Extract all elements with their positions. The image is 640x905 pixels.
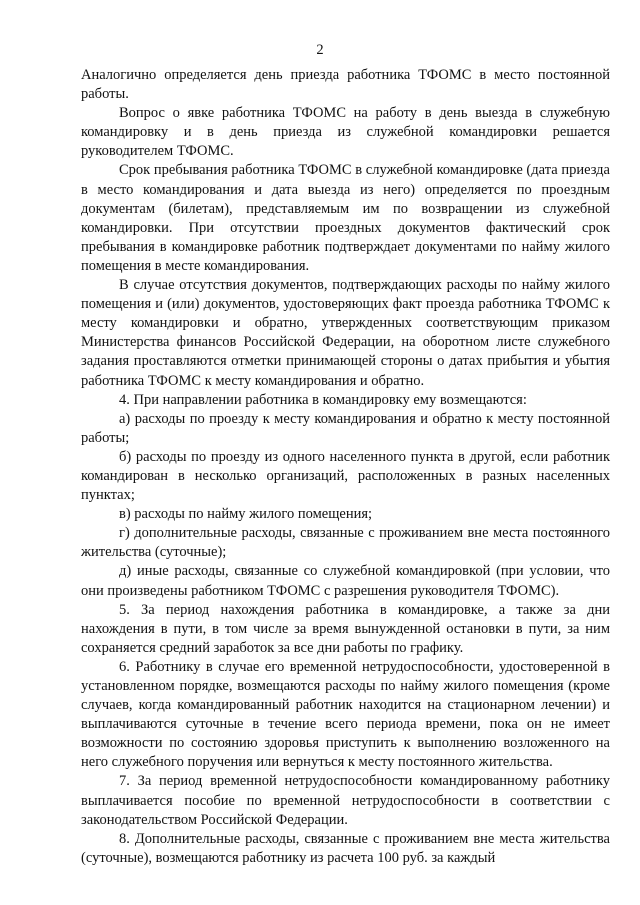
paragraph-item-8: 8. Дополнительные расходы, связанные с проживанием вне места жительства (суточные), возмещаются работнику из расчета 100 руб. за каждый — [81, 830, 610, 866]
paragraph-item-4v: в) расходы по найму жилого помещения; — [119, 506, 373, 523]
paragraph-missing-documents: В случае отсутствия документов, подтверждающих расходы по найму жилого помещения и (или) документов, удостоверяющих факт проезда работника ТФОМС к месту командировки и обратно, утвержденных соответствующим приказом Министерства финансов Российской Федерации, на оборотном листе служебного задания проставляются отметки принимающей стороны о датах прибытия и убытия работника ТФОМС к месту командирования и обратно. — [81, 277, 610, 389]
paragraph-trip-duration: Срок пребывания работника ТФОМС в служебной командировке (дата приезда в место командирования и дата выезда из него) определяется по проездным документам (билетам), представляемым им по возвращении из служебной командировки. При отсутствии проездных документов фактический срок пребывания в командировке работник подтверждает документами по найму жилого помещения в месте командирования. — [81, 162, 610, 274]
paragraph-item-4a: а) расходы по проезду к месту командирования и обратно к месту постоянной работы; — [81, 410, 610, 446]
paragraph-item-4g: г) дополнительные расходы, связанные с проживанием вне места постоянного жительства (суточные); — [81, 525, 610, 561]
page-number: 2 — [316, 42, 324, 58]
paragraph-work-attendance: Вопрос о явке работника ТФОМС на работу в день выезда в служебную командировку и в день приезда из служебной командировки решается руководителем ТФОМС. — [81, 105, 610, 160]
paragraph-arrival-day: Аналогично определяется день приезда работника ТФОМС в место постоянной работы. — [81, 67, 610, 103]
paragraph-item-4d: д) иные расходы, связанные со служебной командировкой (при условии, что они произведены работником ТФОМС с разрешения руководителя ТФОМС). — [81, 563, 610, 599]
document-body — [81, 66, 610, 868]
paragraph-item-4-reimbursements: 4. При направлении работника в командировку ему возмещаются: — [119, 391, 527, 408]
paragraph-item-7: 7. За период временной нетрудоспособности командированному работнику выплачивается пособие по временной нетрудоспособности в соответствии с законодательством Российской Федерации. — [81, 773, 610, 828]
paragraph-item-5: 5. За период нахождения работника в командировке, а также за дни нахождения в пути, в том числе за время вынужденной остановки в пути, за ним сохраняется средний заработок за все дни работы по графику. — [81, 601, 610, 656]
paragraph-item-6: 6. Работнику в случае его временной нетрудоспособности, удостоверенной в установленном порядке, возмещаются расходы по найму жилого помещения (кроме случаев, когда командированный работник находится на стационарном лечении) и выплачиваются суточные в течение всего периода времени, пока он не имеет возможности по состоянию здоровья приступить к выполнению возложенного на него служебного поручения или вернуться к месту постоянного жительства. — [81, 658, 610, 771]
paragraph-item-4b: б) расходы по проезду из одного населенного пункта в другой, если работник командирован в несколько организаций, расположенных в разных населенных пунктах; — [81, 448, 610, 504]
